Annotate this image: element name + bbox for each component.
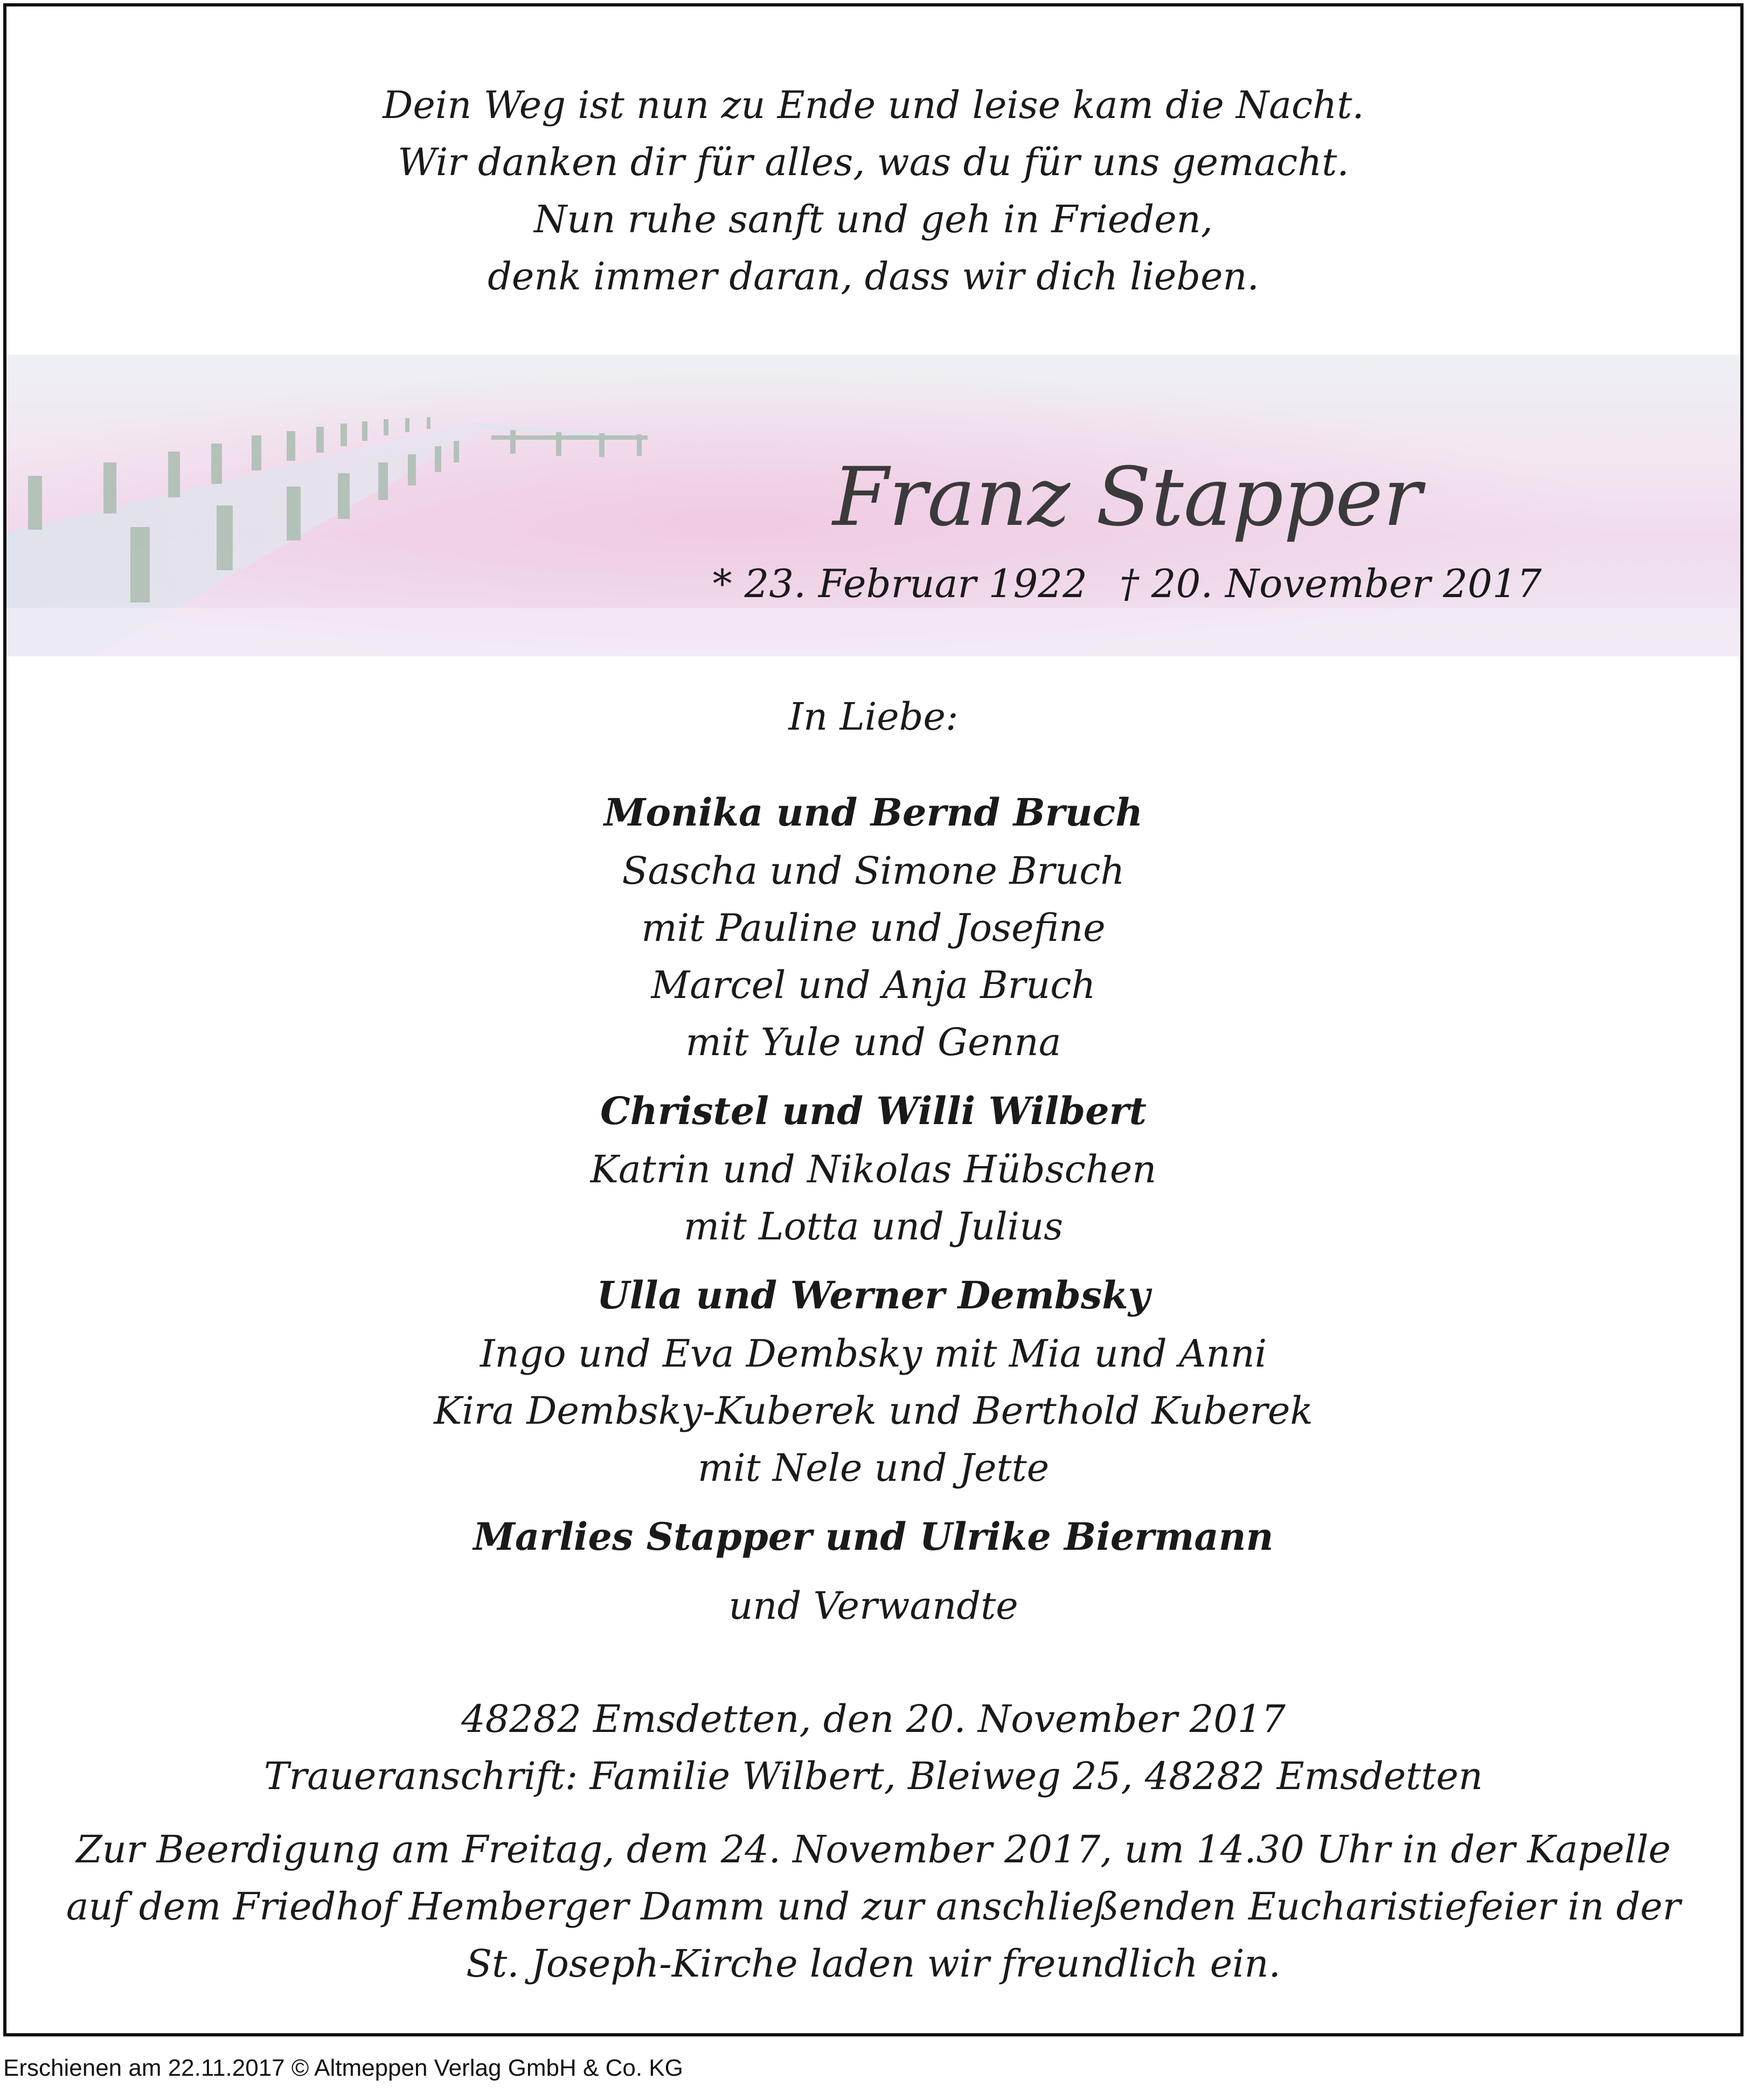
funeral-invitation: [6, 1821, 1740, 1992]
family-group: [6, 1266, 1740, 1496]
family-member: Sascha und Simone Bruch: [622, 849, 1125, 893]
funeral-line: auf dem Friedhof Hemberger Damm und zur anschließenden Eucharistiefeier in der: [66, 1884, 1681, 1929]
life-dates: [599, 559, 1655, 608]
family-member: Kira Dembsky-Kuberek und Berthold Kuberek: [434, 1389, 1313, 1433]
family-member: Katrin und Nikolas Hübschen: [590, 1147, 1157, 1191]
mourning-address: Traueranschrift: Familie Wilbert, Bleiweg 25, 48282 Emsdetten: [263, 1754, 1483, 1798]
family-group: [6, 1082, 1740, 1255]
family-group-head: Ulla und Werner Dembsky: [596, 1273, 1150, 1318]
place-date: 48282 Emsdetten, den 20. November 2017: [461, 1697, 1286, 1741]
relatives-line: und Verwandte: [728, 1584, 1018, 1628]
family-member: Marcel und Anja Bruch: [651, 963, 1096, 1007]
family-group: [6, 1507, 1740, 1567]
family-group-head: Christel und Willi Wilbert: [600, 1089, 1147, 1133]
death-date: † 20. November 2017: [1119, 561, 1542, 606]
family-member: mit Yule und Genna: [685, 1020, 1061, 1064]
poem-line: Nun ruhe sanft und geh in Frieden,: [534, 197, 1213, 241]
family-group-head: Monika und Bernd Bruch: [603, 790, 1143, 835]
funeral-line: St. Joseph-Kirche laden wir freundlich ein.: [466, 1942, 1281, 1986]
deceased-name: Franz Stapper: [832, 451, 1422, 544]
family-group-head: Marlies Stapper und Ulrike Biermann: [473, 1514, 1274, 1559]
closing-info: [6, 1690, 1740, 1992]
family-member: mit Pauline und Josefine: [641, 906, 1106, 950]
address-block: [6, 1690, 1740, 1805]
memorial-poem: [6, 77, 1740, 305]
family-member: mit Lotta und Julius: [683, 1204, 1064, 1249]
poem-line: Dein Weg ist nun zu Ende und leise kam die Nacht.: [383, 83, 1364, 127]
family-group: [6, 783, 1740, 1071]
funeral-line: Zur Beerdigung am Freitag, dem 24. November 2017, um 14.30 Uhr in der Kapelle: [76, 1827, 1671, 1872]
family-member: mit Nele und Jette: [697, 1446, 1050, 1490]
jetty-banner: [6, 355, 1740, 656]
poem-line: Wir danken dir für alles, was du für uns gemacht.: [398, 140, 1349, 184]
mourners-intro: In Liebe:: [788, 695, 959, 739]
mourners-list: [6, 688, 1740, 1634]
poem-line: denk immer daran, dass wir dich lieben.: [488, 254, 1259, 299]
publication-footer: Erschienen am 22.11.2017 © Altmeppen Verlag GmbH & Co. KG: [3, 2055, 683, 2081]
family-member: Ingo und Eva Dembsky mit Mia und Anni: [480, 1332, 1267, 1376]
birth-date: * 23. Februar 1922: [712, 561, 1087, 606]
obituary-notice: [3, 3, 1744, 2036]
